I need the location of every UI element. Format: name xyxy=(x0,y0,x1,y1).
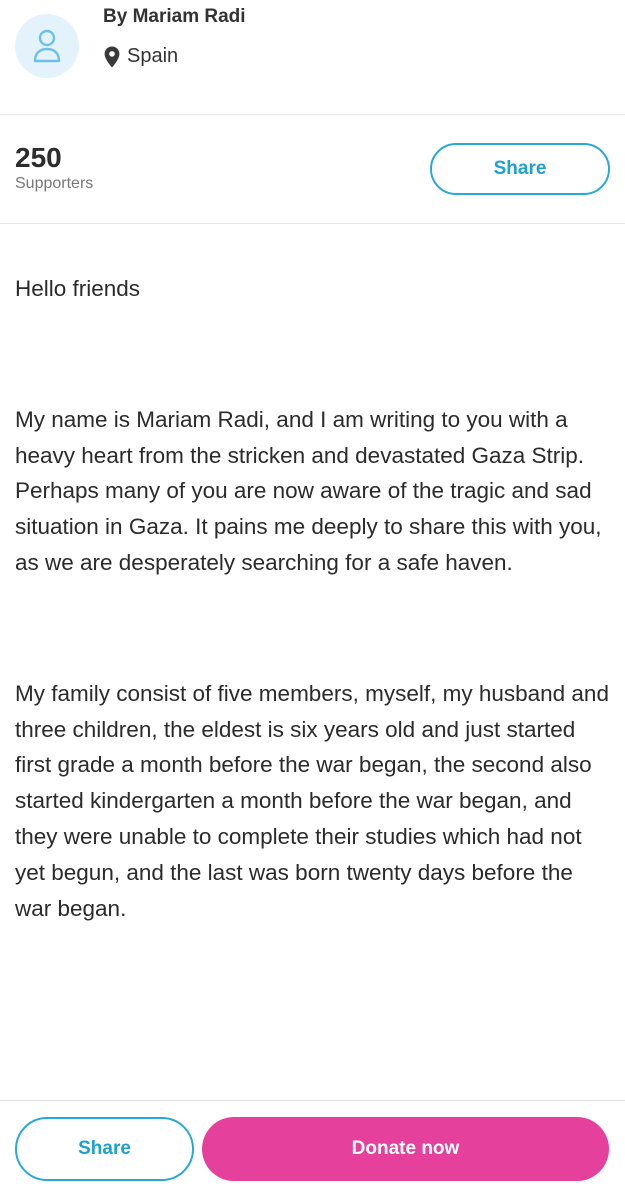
bottom-action-bar xyxy=(0,1100,625,1201)
divider xyxy=(0,223,625,224)
divider xyxy=(0,114,625,115)
story-paragraph: My family consist of five members, myself, my husband and three children, the eldest is six years old and just started first grade a month before the war began, the second also started kindergarten a month before the war began, and they were unable to complete their studies which had not yet begun, and the last was born twenty days before the war began. xyxy=(15,680,609,921)
organizer-header xyxy=(0,0,625,114)
location-label: Spain xyxy=(127,45,179,67)
organizer-location xyxy=(104,45,178,68)
donate-button[interactable]: Donate now xyxy=(202,1117,609,1181)
organizer-name: By Mariam Radi xyxy=(103,6,246,27)
supporters-count: 250 xyxy=(15,142,62,173)
story-text xyxy=(15,271,613,926)
avatar xyxy=(15,14,79,78)
story-paragraph: Hello friends xyxy=(15,276,141,301)
supporters-summary xyxy=(15,142,93,194)
share-button-bottom[interactable]: Share xyxy=(15,1117,194,1181)
story-paragraph: My name is Mariam Radi, and I am writing to you with a heavy heart from the stricken and devastated Gaza Strip. Perhaps many of you are now aware of the tragic and sad situation in Gaza. It pains me deeply to share this with you, as we are desperately searching for a safe haven. xyxy=(15,406,602,575)
map-pin-icon xyxy=(104,46,120,68)
supporters-label: Supporters xyxy=(15,175,94,192)
user-icon xyxy=(32,28,62,64)
share-button[interactable]: Share xyxy=(430,143,610,195)
